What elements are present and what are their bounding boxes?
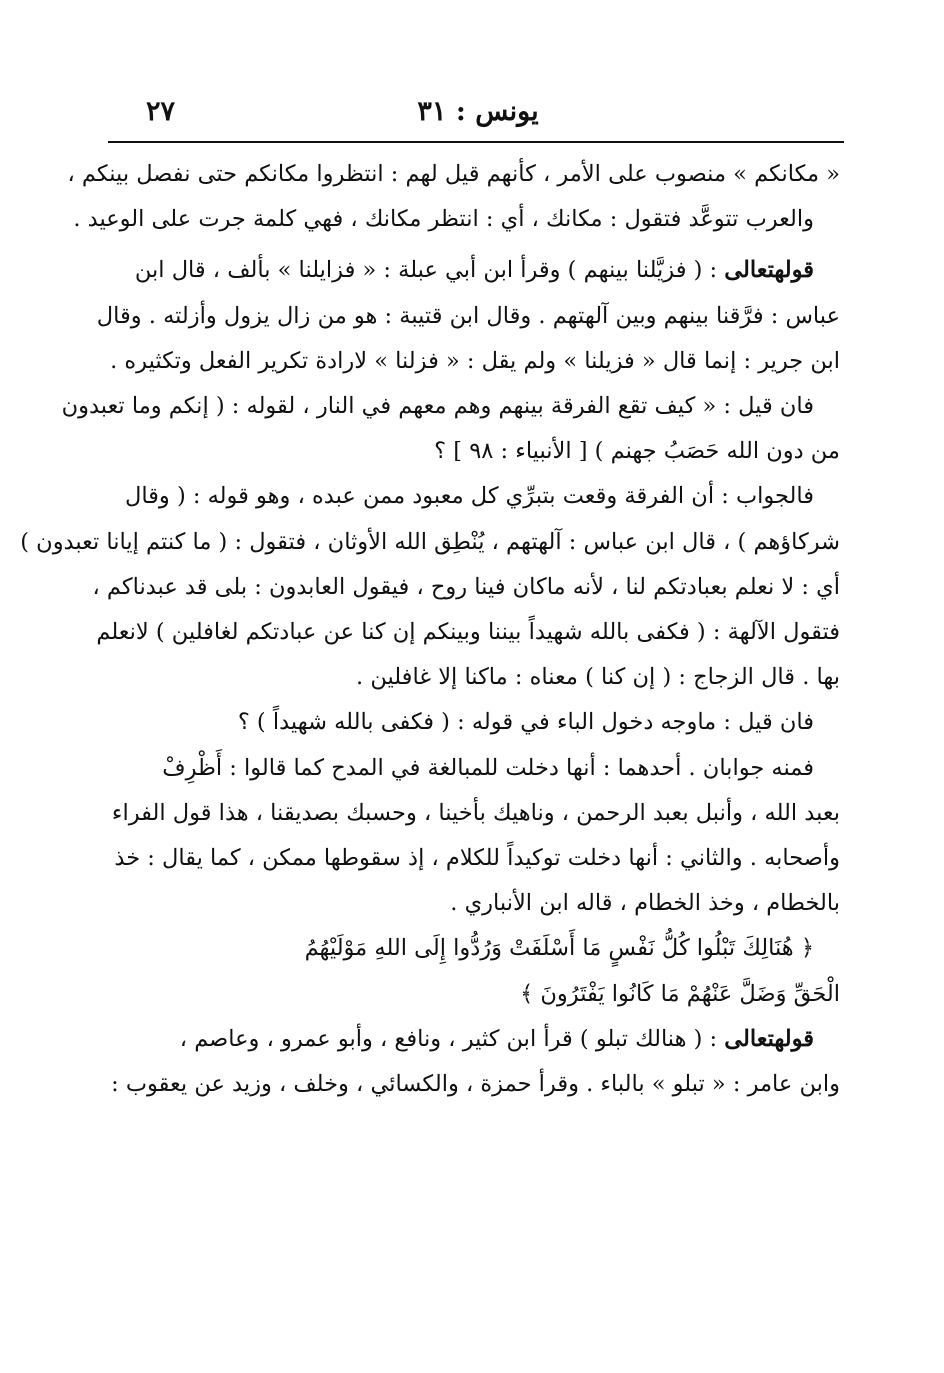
text-line: ابن جرير : إنما قال « فزيلنا » ولم يقل : « فزلنا » لارادة تكرير الفعل وتكثيره . (110, 347, 840, 374)
text-segment: : ( هنالك تبلو ) قرأ ابن كثير ، ونافع ، وأبو عمرو ، وعاصم ، (179, 1025, 725, 1052)
text-line: وابن عامر : « تبلو » بالباء . وقرأ حمزة ، والكسائي ، وخلف ، وزيد عن يعقوب : (111, 1071, 840, 1098)
text-line: من دون الله حَصَبُ جهنم ) [ الأنبياء : ٩٨ ] ؟ (434, 438, 840, 465)
text-line: شركاؤهم ) ، قال ابن عباس : آلهتهم ، يُنْطِق الله الأوثان ، فتقول : ( ما كنتم إيانا تعبدون ) (20, 528, 840, 555)
text-line: فان قيل : ماوجه دخول الباء في قوله : ( فكفى بالله شهيداً ) ؟ (237, 709, 814, 736)
text-line: بها . قال الزجاج : ( إن كنا ) معناه : ماكنا إلا غافلين . (356, 664, 840, 691)
paragraph (112, 746, 840, 927)
text-line (112, 1017, 840, 1062)
text-line: فالجواب : أن الفرقة وقعت بتبرِّي كل معبود ممن عبده ، وهو قوله : ( وقال (124, 483, 814, 510)
paragraph-lead: قولهتعالى (724, 1025, 814, 1052)
text-line: وأصحابه . والثاني : أنها دخلت توكيداً للكلام ، إذ سقوطها ممكن ، كما يقال : خذ (114, 845, 840, 872)
text-line: فمنه جوابان . أحدهما : أنها دخلت للمبالغة في المدح كما قالوا : أَظْرِفْ (162, 754, 814, 781)
text-line: « مكانكم » منصوب على الأمر ، كأنهم قيل لهم : انتظروا مكانكم حتى نفصل بينكم ، (67, 161, 840, 187)
text-line: والعرب تتوعَّد فتقول : مكانك ، أي : انتظر مكانك ، فهي كلمة جرت على الوعيد . (73, 206, 814, 233)
text-line: الْحَقِّ وَضَلَّ عَنْهُمْ مَا كَانُوا يَفْتَرُونَ ﴾ (520, 980, 840, 1007)
paragraph (67, 152, 840, 242)
running-head: يونس : ٣١ (417, 96, 539, 127)
text-line: عباس : فرَّقنا بينهم وبين آلهتهم . وقال ابن قتيبة : هو من زال يزول وأزلته . وقال (96, 302, 840, 329)
text-segment: : ( فزيَّلنا بينهم ) وقرأ ابن أبي عبلة : « فزايلنا » بألف ، قال ابن (134, 257, 725, 284)
text-line: ﴿ هُنَالِكَ تَبْلُوا كُلُّ نَفْسٍ مَا أَسْلَفَتْ وَرُدُّوا إِلَى اللهِ مَوْلَيْهُمُ (304, 935, 814, 962)
paragraph (61, 384, 840, 474)
text-line: بالخطام ، وخذ الخطام ، قاله ابن الأنباري . (450, 890, 840, 917)
page-number: ٢٧ (146, 96, 176, 127)
paragraph (112, 1017, 840, 1107)
text-line: بعبد الله ، وأنبل بعبد الرحمن ، وناهيك بأخينا ، وحسبك بصديقنا ، هذا قول الفراء (111, 799, 840, 826)
paragraph (96, 248, 840, 384)
text-line: فتقول الآلهة : ( فكفى بالله شهيداً بيننا وبينكم إن كنا عن عبادتكم لغافلين ) لانعلم (96, 619, 840, 646)
paragraph (112, 700, 840, 745)
page-body (20, 152, 840, 1107)
page-header (120, 92, 836, 132)
text-line: فان قيل : « كيف تقع الفرقة بينهم وهم معهم في النار ، لقوله : ( إنكم وما تعبدون (61, 393, 814, 420)
paragraph-lead: قولهتعالى (724, 257, 814, 284)
header-rule (108, 141, 844, 143)
text-line: أي : لا نعلم بعبادتكم لنا ، لأنه ماكان فينا روح ، فيقول العابدون : بلى قد عبدناكم ، (92, 573, 840, 600)
text-line (112, 248, 840, 293)
quran-verse (112, 926, 840, 1016)
paragraph (20, 474, 840, 700)
